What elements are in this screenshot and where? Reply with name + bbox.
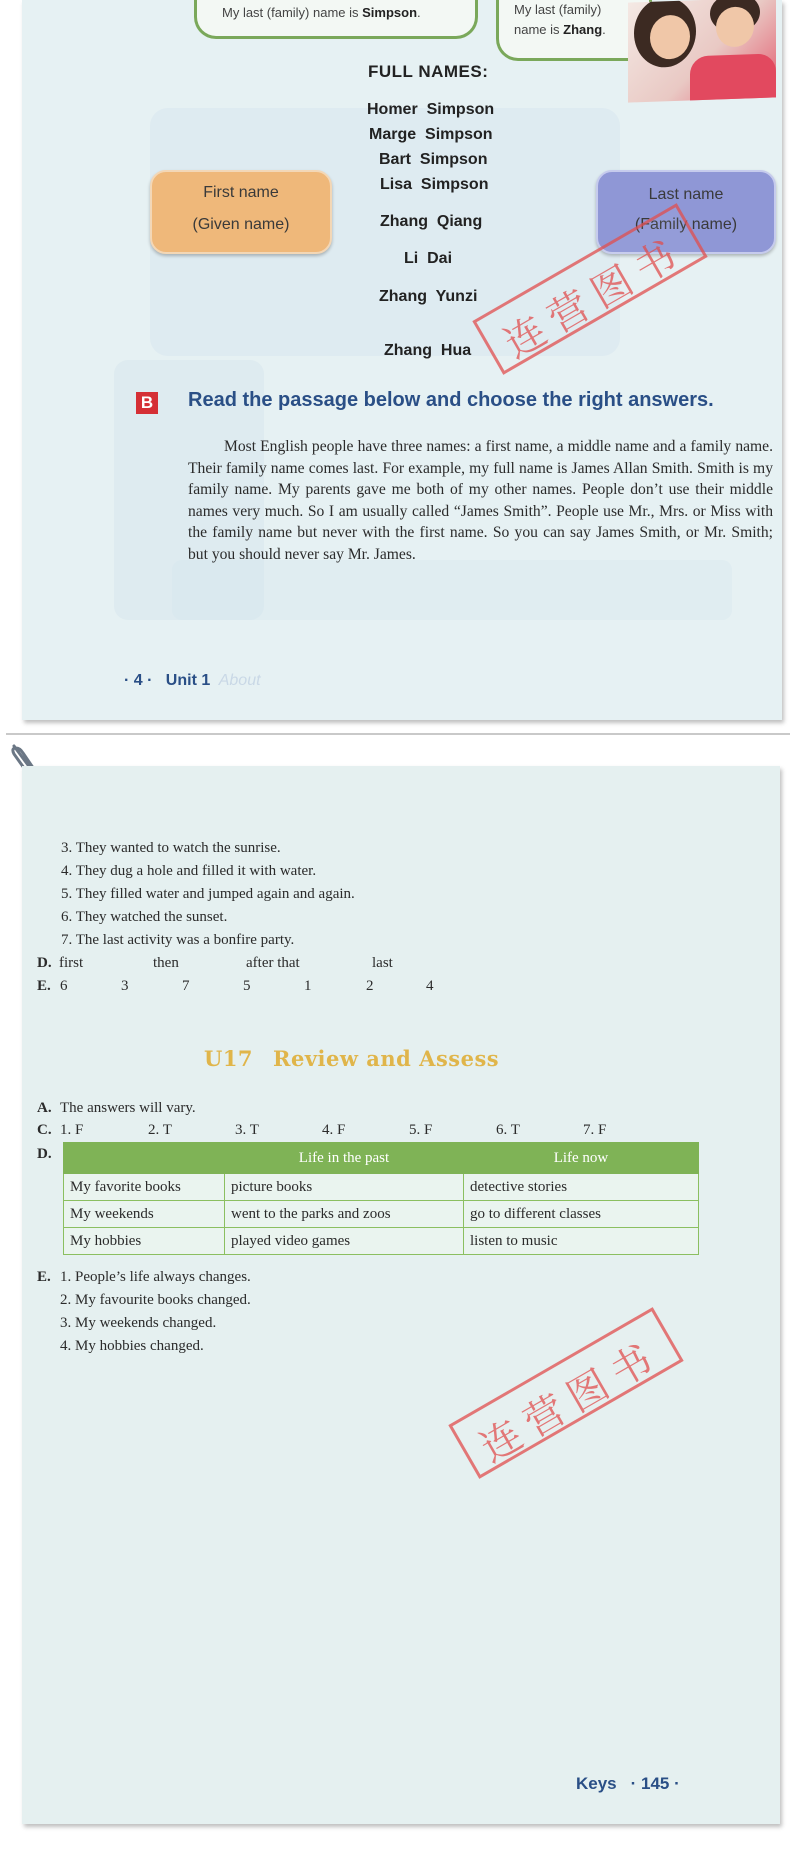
tf-answer: 5. F (409, 1122, 433, 1138)
order-number: 1 (304, 978, 312, 994)
table-cell: My hobbies (64, 1228, 225, 1255)
first-name-label-box (150, 170, 332, 254)
sequence-word: then (153, 955, 179, 971)
sequence-word: first (59, 955, 84, 971)
last-name-label: Last name (648, 186, 724, 203)
order-number: 6 (60, 978, 68, 994)
table-cell: detective stories (464, 1174, 699, 1201)
bubble-text-end: . (602, 22, 606, 37)
table-cell: My favorite books (64, 1174, 225, 1201)
table-row (64, 1228, 699, 1255)
order-number: 3 (121, 978, 129, 994)
table-cell: My weekends (64, 1201, 225, 1228)
family-photo (628, 0, 776, 103)
bubble-bold-name: Zhang (563, 22, 603, 37)
answer-line: 6. They watched the sunset. (61, 909, 228, 925)
reading-passage: Most English people have three names: a first name, a middle name and a family name. Their family name comes last. For example, my full name is James Allan Smith. Smith is my family name. My parents gave me both of my other names. People don’t use their middle names very much. So I am usually called “James Smith”. People use Mr., Mrs. or Miss with the family name but never with the first name. So you can say James Smith, or Mr. Smith; but you should never say Mr. James. (188, 438, 773, 563)
answer-keys-page (22, 766, 780, 1824)
table-header-row (64, 1143, 699, 1174)
bubble-text-end: . (417, 5, 421, 20)
full-name-item: Li Dai (404, 250, 453, 267)
stamp-text: 连营图书 (472, 1331, 670, 1472)
section-a-label: A. (37, 1100, 52, 1116)
answer-line: 4. My hobbies changed. (60, 1338, 204, 1354)
full-name-item: Marge Simpson (369, 126, 493, 143)
background-card (172, 560, 732, 620)
answer-line: 2. My favourite books changed. (60, 1292, 251, 1308)
ghost-text: About (218, 672, 261, 689)
table-cell: played video games (225, 1228, 464, 1255)
section-d2-label: D. (37, 1146, 52, 1162)
table-cell: went to the parks and zoos (225, 1201, 464, 1228)
section-b-title: Read the passage below and choose the right answers. (188, 389, 714, 411)
tf-answer: 7. F (583, 1122, 607, 1138)
given-name-label: (Given name) (192, 216, 290, 233)
section-b-badge: B (136, 392, 158, 414)
speech-bubble-left-text (222, 5, 421, 20)
full-name-item: Zhang Qiang (380, 213, 483, 230)
bubble-line: name is (514, 22, 564, 37)
life-comparison-table (63, 1142, 699, 1255)
full-name-item: Bart Simpson (379, 151, 488, 168)
table-cell: listen to music (464, 1228, 699, 1255)
speech-bubble-right-text (514, 0, 606, 40)
unit-title (204, 1046, 499, 1071)
full-name-item: Zhang Hua (384, 342, 472, 359)
unit-label: Unit (165, 672, 197, 689)
tf-answer: 3. T (235, 1122, 259, 1138)
answer-line: 5. They filled water and jumped again and again. (61, 886, 355, 902)
answer-line: 3. My weekends changed. (60, 1315, 217, 1331)
keys-label: Keys (576, 1774, 617, 1793)
tf-answer: 2. T (148, 1122, 172, 1138)
stamp-text: 连营图书 (496, 227, 694, 368)
tf-answer: 4. F (322, 1122, 346, 1138)
unit-title-text: Review and Assess (273, 1046, 500, 1071)
section-a-text: The answers will vary. (60, 1100, 196, 1116)
full-name-item: Lisa Simpson (380, 176, 489, 193)
table-header-cell: Life in the past (225, 1143, 464, 1174)
textbook-page-4 (22, 0, 782, 720)
section-e2-label: E. (37, 1269, 51, 1285)
order-number: 2 (366, 978, 374, 994)
table-row (64, 1174, 699, 1201)
table-row (64, 1201, 699, 1228)
order-number: 5 (243, 978, 251, 994)
answer-line: 7. The last activity was a bonfire party. (61, 932, 295, 948)
sequence-word: last (372, 955, 393, 971)
answer-line: 3. They wanted to watch the sunrise. (61, 840, 281, 856)
section-e-label: E. (37, 978, 51, 994)
sequence-word: after that (246, 955, 300, 971)
tf-answer: 1. F (60, 1122, 84, 1138)
order-number: 7 (182, 978, 190, 994)
page-footer (124, 672, 261, 690)
section-c-label: C. (37, 1122, 52, 1138)
full-name-item: Zhang Yunzi (379, 288, 478, 305)
answer-line: 4. They dug a hole and filled it with water. (61, 863, 317, 879)
full-names-title: FULL NAMES: (368, 62, 489, 81)
table-cell: go to different classes (464, 1201, 699, 1228)
tf-answer: 6. T (496, 1122, 520, 1138)
first-name-label: First name (203, 184, 279, 201)
section-d-label: D. (37, 955, 52, 971)
table-header-cell (64, 1143, 225, 1174)
full-name-item: Homer Simpson (367, 101, 495, 118)
family-name-label: (Family name) (634, 216, 738, 233)
answer-line: 1. People’s life always changes. (60, 1269, 251, 1285)
order-number: 4 (426, 978, 434, 994)
bubble-bold-name: Simpson (362, 5, 418, 20)
table-cell: picture books (225, 1174, 464, 1201)
table-header-cell: Life now (464, 1143, 699, 1174)
page-footer (576, 1774, 680, 1794)
publisher-stamp (448, 1307, 683, 1479)
bubble-text: My last (family) name is (222, 5, 363, 20)
unit-code: U17 (204, 1046, 254, 1071)
unit-number: 1 (201, 672, 211, 689)
page-number: · 145 · (630, 1774, 680, 1793)
bubble-line: My last (family) (514, 2, 602, 17)
page-number: · 4 · (124, 672, 153, 689)
page-separator (6, 733, 790, 735)
